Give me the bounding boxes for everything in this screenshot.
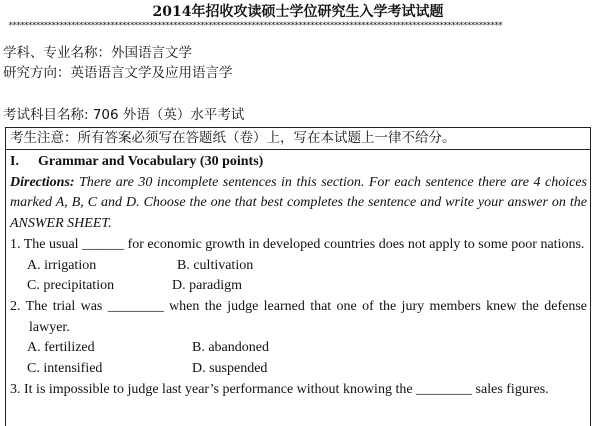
question-1-options-row-2 [10,276,587,297]
option-1d: D. paradigm [172,278,242,294]
section-directions [10,173,587,235]
exam-subject-line: 考试科目名称: 706 外语（英）水平考试 [3,107,245,123]
option-1a: A. irrigation [27,257,97,273]
question-2-options-row-1 [10,338,587,359]
directions-label: Directions: [10,174,75,190]
question-1-options-row-1 [10,256,587,277]
section-number: I. [10,154,19,169]
candidate-notice: 考生注意：所有答案必须写在答题纸（卷）上，写在本试题上一律不给分。 [6,128,590,150]
section-heading [10,152,587,173]
section-content [6,150,590,400]
question-3: 3. It is impossible to judge last year’s performance without knowing the ________ sales figures. [10,381,549,397]
title-separator: ****************************************************************************************************************************** [8,21,502,31]
question-2-options-row-2 [10,359,587,380]
option-2c: C. intensified [27,361,103,377]
subject-line: 学科、专业名称：外国语言文学 [3,45,192,61]
option-2d: D. suspended [192,361,268,377]
option-2b: B. abandoned [192,340,269,356]
question-2: 2. The trial was ________ when the judge learned that one of the jury members knew the defense lawyer. [10,298,587,335]
exam-content-box [5,127,591,426]
exam-title: 2014年招收攻读硕士学位研究生入学考试试题 [152,4,444,20]
option-1b: B. cultivation [177,257,254,273]
directions-text: There are 30 incomplete sentences in this section. For each sentence there are 4 choices marked A, B, C and D. Choose the one that best completes the sentence and write your answer on the ANSWER SHEET. [10,174,587,232]
section-title: Grammar and Vocabulary (30 points) [38,154,264,169]
research-direction-line: 研究方向：英语语言文学及应用语言学 [3,65,233,81]
option-2a: A. fertilized [27,340,95,356]
question-1: 1. The usual ______ for economic growth in developed countries does not apply to some poor nations. [10,236,585,252]
option-1c: C. precipitation [27,278,115,294]
